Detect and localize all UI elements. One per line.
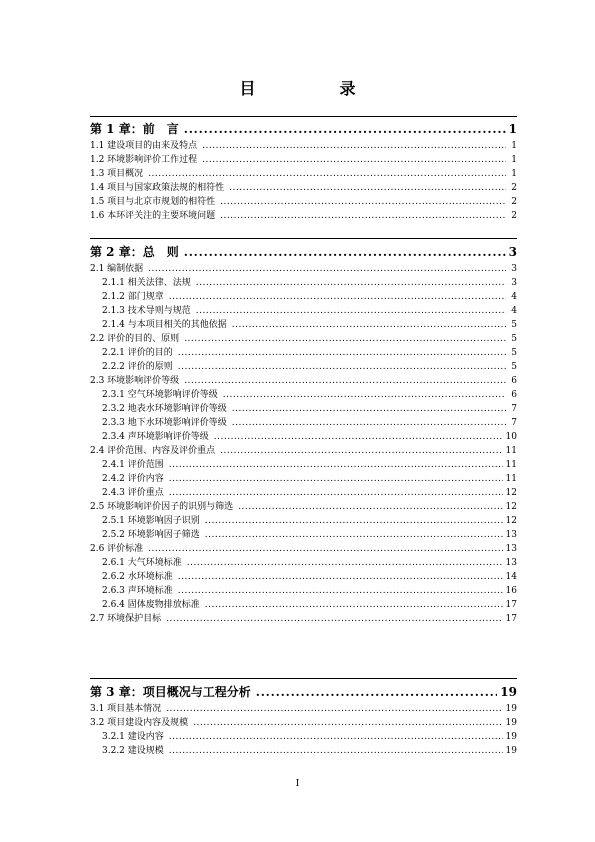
toc-entry-page: 3 xyxy=(511,278,517,288)
toc-entry-page: 1 xyxy=(508,122,517,136)
toc-entry[interactable] xyxy=(90,730,517,744)
toc-entry-page: 13 xyxy=(505,558,517,568)
toc-entry-page: 5 xyxy=(511,348,517,358)
toc-entry-page: 13 xyxy=(505,544,517,554)
toc-leader-dots xyxy=(229,181,506,195)
toc-entry-title: 1.6 本环评关注的主要环境问题 xyxy=(90,211,216,221)
toc-entry-page: 1 xyxy=(511,169,517,179)
toc-entry-page: 4 xyxy=(511,292,517,302)
toc-entry-title: 1.5 项目与北京市规划的相符性 xyxy=(90,197,216,207)
toc-entry-title: 3.1 项目基本情况 xyxy=(90,704,162,714)
toc-entry[interactable] xyxy=(90,744,517,758)
toc-entry[interactable] xyxy=(90,262,517,276)
toc-entry-page: 17 xyxy=(505,614,517,624)
toc-entry-title: 3.2.1 建设内容 xyxy=(102,732,164,742)
toc-leader-dots xyxy=(205,598,503,612)
toc-entry-title: 1.2 环境影响评价工作过程 xyxy=(90,155,198,165)
toc-entry-page: 12 xyxy=(505,502,517,512)
toc-entry-page: 19 xyxy=(505,704,517,714)
toc-leader-dots xyxy=(214,430,503,444)
toc-leader-dots xyxy=(178,346,506,360)
toc-leader-dots xyxy=(169,744,503,758)
toc-entry-title: 2.5 环境影响评价因子的识别与筛选 xyxy=(90,502,234,512)
toc-entry-title: 第 1 章：前 言 xyxy=(90,122,179,136)
toc-entry-page: 4 xyxy=(511,306,517,316)
toc-entry[interactable] xyxy=(90,716,517,730)
toc-entry-page: 19 xyxy=(500,685,517,699)
toc-entry-page: 19 xyxy=(505,732,517,742)
chapter-separator xyxy=(90,238,517,239)
toc-leader-dots xyxy=(238,500,502,514)
toc-entry-title: 2.3.4 声环境影响评价等级 xyxy=(102,432,209,442)
toc-leader-dots xyxy=(148,262,506,276)
toc-entry[interactable] xyxy=(90,584,517,598)
toc-leader-dots xyxy=(232,318,506,332)
toc-entry-title: 2.1.3 技术导则与规范 xyxy=(102,306,191,316)
toc-entry-page: 17 xyxy=(505,600,517,610)
toc-entry-title: 2.1 编制依据 xyxy=(90,264,144,274)
toc-entry-title: 2.3.2 地表水环境影响评价等级 xyxy=(102,404,227,414)
toc-chapter-entry[interactable] xyxy=(90,244,517,260)
toc-leader-dots xyxy=(196,304,506,318)
toc-leader-dots xyxy=(220,195,506,209)
toc-leader-dots xyxy=(178,584,503,598)
toc-entry-title: 3.2 项目建设内容及规模 xyxy=(90,718,189,728)
toc-entry-page: 16 xyxy=(505,586,517,596)
toc-entry-page: 3 xyxy=(508,245,517,259)
toc-entry-title: 1.4 项目与国家政策法规的相符性 xyxy=(90,183,225,193)
toc-entry-title: 2.2.2 评价的原则 xyxy=(102,362,173,372)
toc-entry-title: 2.6.2 水环境标准 xyxy=(102,572,173,582)
toc-entry[interactable] xyxy=(90,598,517,612)
toc-entry-page: 5 xyxy=(511,334,517,344)
toc-entry-title: 2.3.3 地下水环境影响评价等级 xyxy=(102,418,227,428)
toc-entry-title: 第 3 章：项目概况与工程分析 xyxy=(90,685,251,699)
toc-leader-dots xyxy=(169,486,503,500)
toc-entry-page: 7 xyxy=(511,418,517,428)
toc-entry-page: 11 xyxy=(505,460,517,470)
toc-entry-title: 2.3.1 空气环境影响评价等级 xyxy=(102,390,218,400)
toc-entry-page: 2 xyxy=(511,211,517,221)
chapter-separator xyxy=(90,678,517,679)
toc-leader-dots xyxy=(202,139,506,153)
toc-chapter-entry[interactable] xyxy=(90,684,517,700)
toc-leader-dots xyxy=(196,276,506,290)
toc-leader-dots xyxy=(178,360,506,374)
toc-chapter-entry[interactable] xyxy=(90,121,517,137)
toc-leader-dots xyxy=(169,472,503,486)
toc-entry-page: 5 xyxy=(511,320,517,330)
toc-entry[interactable] xyxy=(90,472,517,486)
toc-entry-title: 2.4.3 评价重点 xyxy=(102,488,164,498)
toc-entry[interactable] xyxy=(90,304,517,318)
toc-entry-page: 12 xyxy=(505,488,517,498)
toc-entry-title: 2.5.2 环境影响因子筛选 xyxy=(102,530,200,540)
toc-entry[interactable] xyxy=(90,556,517,570)
toc-entry[interactable] xyxy=(90,542,517,556)
toc-entry-page: 6 xyxy=(511,390,517,400)
toc-leader-dots xyxy=(256,684,498,700)
toc-entry-title: 2.2.1 评价的目的 xyxy=(102,348,173,358)
toc-entry[interactable] xyxy=(90,500,517,514)
toc-leader-dots xyxy=(184,244,506,260)
toc-entry-page: 3 xyxy=(511,264,517,274)
toc-entry-page: 11 xyxy=(505,446,517,456)
toc-leader-dots xyxy=(166,702,502,716)
toc-entry[interactable] xyxy=(90,388,517,402)
toc-entry[interactable] xyxy=(90,402,517,416)
toc-entry[interactable] xyxy=(90,444,517,458)
toc-leader-dots xyxy=(193,716,502,730)
toc-entry[interactable] xyxy=(90,528,517,542)
toc-leader-dots xyxy=(169,458,503,472)
toc-leader-dots xyxy=(166,612,502,626)
toc-leader-dots xyxy=(205,528,503,542)
toc-entry[interactable] xyxy=(90,276,517,290)
toc-leader-dots xyxy=(232,402,506,416)
toc-entry-title: 2.6.3 声环境标准 xyxy=(102,586,173,596)
toc-entry-title: 2.4.1 评价范围 xyxy=(102,460,164,470)
toc-leader-dots xyxy=(148,167,506,181)
toc-entry-page: 12 xyxy=(505,516,517,526)
toc-entry-title: 2.4.2 评价内容 xyxy=(102,474,164,484)
toc-entry-title: 1.1 建设项目的由来及特点 xyxy=(90,141,198,151)
toc-entry-title: 3.2.2 建设规模 xyxy=(102,746,164,756)
toc-entry-page: 13 xyxy=(505,530,517,540)
toc-entry[interactable] xyxy=(90,570,517,584)
toc-entry-page: 19 xyxy=(505,746,517,756)
toc-entry-page: 6 xyxy=(511,376,517,386)
toc-leader-dots xyxy=(187,556,503,570)
toc-leader-dots xyxy=(220,209,506,223)
toc-leader-dots xyxy=(169,730,503,744)
toc-leader-dots xyxy=(184,121,506,137)
toc-entry-page: 19 xyxy=(505,718,517,728)
toc-entry[interactable] xyxy=(90,181,517,195)
toc-entry-title: 2.4 评价范围、内容及评价重点 xyxy=(90,446,216,456)
toc-entry-page: 1 xyxy=(511,155,517,165)
toc-entry[interactable] xyxy=(90,360,517,374)
toc-leader-dots xyxy=(148,542,502,556)
toc-entry-title: 第 2 章：总 则 xyxy=(90,245,179,259)
toc-entry[interactable] xyxy=(90,290,517,304)
toc-title: 目 录 xyxy=(239,79,390,98)
toc-entry-page: 5 xyxy=(511,362,517,372)
toc-entry-page: 14 xyxy=(505,572,517,582)
toc-entry[interactable] xyxy=(90,209,517,223)
toc-leader-dots xyxy=(169,290,506,304)
toc-entry[interactable] xyxy=(90,318,517,332)
toc-entry-page: 11 xyxy=(505,474,517,484)
toc-entry-title: 2.6 评价标准 xyxy=(90,544,144,554)
toc-leader-dots xyxy=(184,332,506,346)
toc-entry-page: 2 xyxy=(511,183,517,193)
toc-entry-title: 2.6.4 固体废物排放标准 xyxy=(102,600,200,610)
toc-entry[interactable] xyxy=(90,612,517,626)
title-separator xyxy=(90,116,517,117)
toc-leader-dots xyxy=(232,416,506,430)
toc-entry[interactable] xyxy=(90,346,517,360)
toc-entry-title: 1.3 项目概况 xyxy=(90,169,144,179)
toc-entry-title: 2.7 环境保护目标 xyxy=(90,614,162,624)
toc-entry[interactable] xyxy=(90,167,517,181)
toc-entry-page: 7 xyxy=(511,404,517,414)
toc-entry[interactable] xyxy=(90,486,517,500)
toc-entry[interactable] xyxy=(90,702,517,716)
toc-entry[interactable] xyxy=(90,195,517,209)
toc-leader-dots xyxy=(220,444,502,458)
toc-entry-title: 2.1.1 相关法律、法规 xyxy=(102,278,191,288)
toc-entry-title: 2.1.2 部门规章 xyxy=(102,292,164,302)
toc-entry-page: 2 xyxy=(511,197,517,207)
toc-leader-dots xyxy=(184,374,506,388)
toc-entry-title: 2.5.1 环境影响因子识别 xyxy=(102,516,200,526)
toc-entry[interactable] xyxy=(90,374,517,388)
toc-leader-dots xyxy=(202,153,506,167)
toc-leader-dots xyxy=(178,570,503,584)
toc-entry-title: 2.6.1 大气环境标准 xyxy=(102,558,182,568)
toc-entry-title: 2.2 评价的目的、原则 xyxy=(90,334,180,344)
toc-entry[interactable] xyxy=(90,139,517,153)
toc-entry-title: 2.3 环境影响评价等级 xyxy=(90,376,180,386)
toc-leader-dots xyxy=(223,388,506,402)
toc-entry[interactable] xyxy=(90,514,517,528)
toc-entry[interactable] xyxy=(90,332,517,346)
page-number: I xyxy=(295,779,300,789)
toc-entry-title: 2.1.4 与本项目相关的其他依据 xyxy=(102,320,227,330)
toc-leader-dots xyxy=(205,514,503,528)
toc-entry-page: 10 xyxy=(505,432,517,442)
toc-entry[interactable] xyxy=(90,416,517,430)
toc-entry-page: 1 xyxy=(511,141,517,151)
toc-entry[interactable] xyxy=(90,458,517,472)
toc-entry[interactable] xyxy=(90,430,517,444)
toc-entry[interactable] xyxy=(90,153,517,167)
